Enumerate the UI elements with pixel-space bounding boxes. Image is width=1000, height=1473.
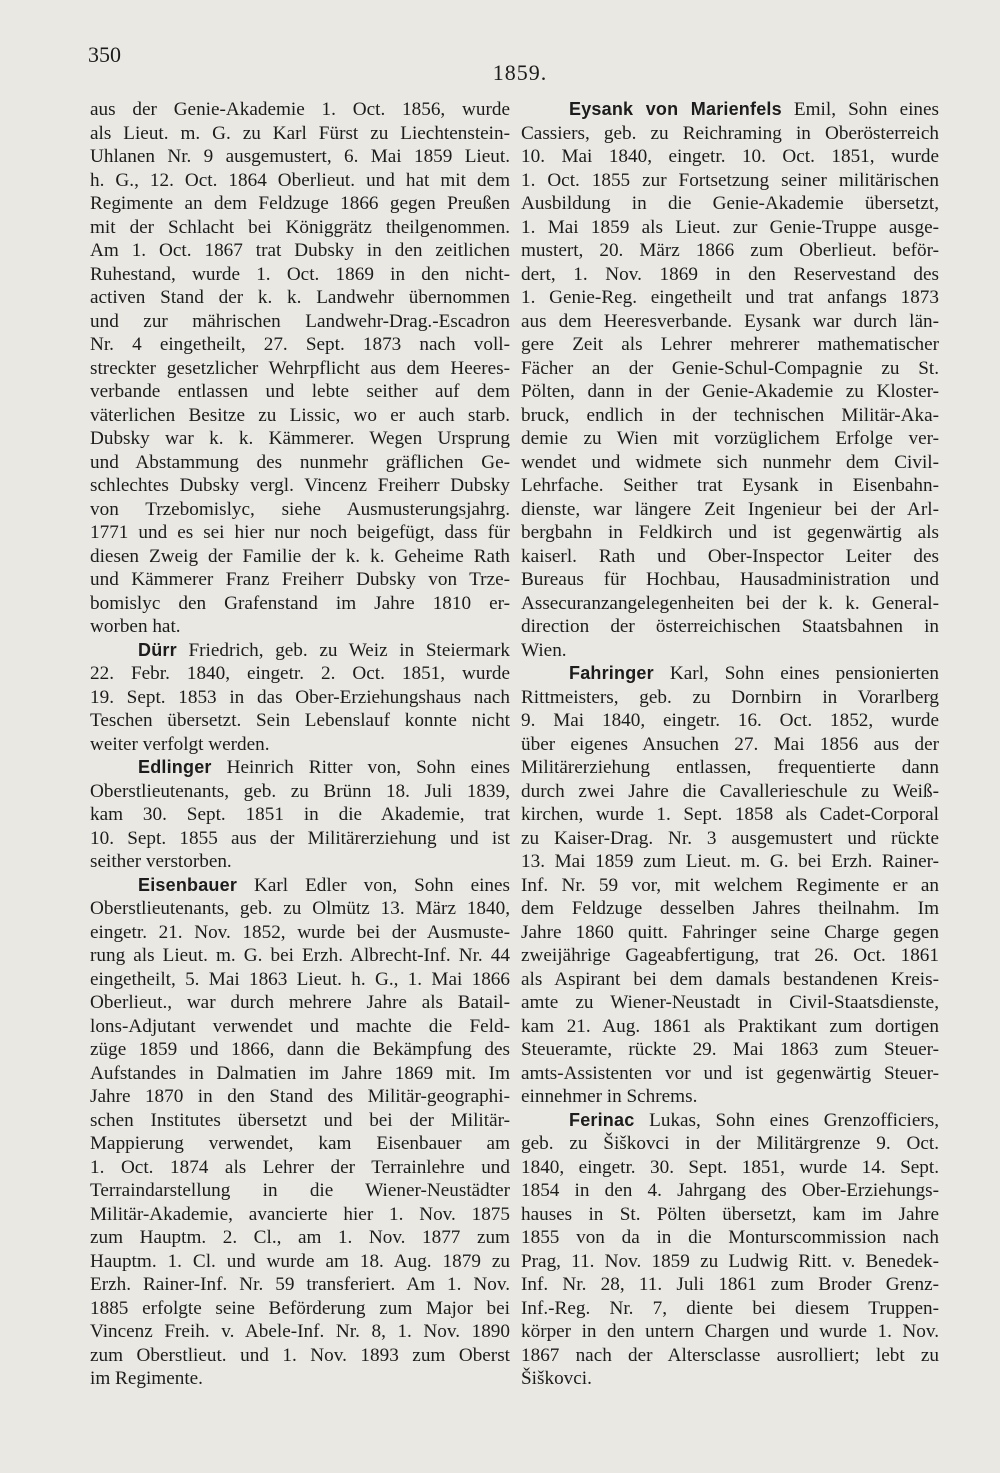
line-text: eingetr. 21. Nov. 1852, wurde bei der Ausmuste- <box>90 921 510 943</box>
text-line <box>90 333 510 357</box>
line-text: von Trzebomislyc, siehe Ausmusterungsjahrg. <box>90 498 510 520</box>
text-line <box>521 474 939 498</box>
text-line <box>521 521 939 545</box>
text-line <box>521 145 939 169</box>
text-line <box>90 521 510 545</box>
text-line <box>521 216 939 240</box>
text-line <box>90 1203 510 1227</box>
line-text: 1855 von da in die Monturscommission nach <box>521 1227 939 1248</box>
text-line <box>521 451 939 475</box>
line-text: gere Zeit als Lehrer mehrerer mathematischer <box>521 334 939 355</box>
text-line <box>521 991 939 1015</box>
text-line <box>521 498 939 522</box>
text-line <box>90 169 510 193</box>
text-line <box>90 968 510 992</box>
line-text: 1771 und es sei hier nur noch beigefügt, dass für <box>90 522 510 543</box>
line-text: 1840, eingetr. 30. Sept. 1851, wurde 14. Sept. <box>521 1156 939 1178</box>
line-text: Inf.-Reg. Nr. 7, diente bei diesem Truppen- <box>521 1297 939 1319</box>
text-line <box>90 850 510 874</box>
text-line <box>90 921 510 945</box>
line-text: als Lieut. m. G. zu Karl Fürst zu Liechtenstein- <box>90 122 510 144</box>
text-line <box>521 1226 939 1250</box>
text-line <box>521 592 939 616</box>
text-line <box>521 1203 939 1227</box>
text-line <box>521 286 939 310</box>
line-text: Wien. <box>521 639 567 661</box>
text-line <box>90 686 510 710</box>
text-line <box>90 498 510 522</box>
text-line <box>521 921 939 945</box>
text-line <box>521 192 939 216</box>
line-text: Lehrfache. Seither trat Eysank in Eisenbahn- <box>521 475 939 496</box>
line-text: seither verstorben. <box>90 851 232 872</box>
line-text: und Kämmerer Franz Freiherr Dubsky von Trze- <box>90 569 510 590</box>
line-text: Regimente an dem Feldzuge 1866 gegen Preußen <box>90 193 510 214</box>
text-line <box>90 1273 510 1297</box>
line-text: Oberstlieutenants, geb. zu Olmütz 13. März 1840, <box>90 898 510 919</box>
line-text: Am 1. Oct. 1867 trat Dubsky in den zeitlichen <box>90 240 510 261</box>
text-line <box>521 310 939 334</box>
text-line <box>90 380 510 404</box>
text-line <box>90 944 510 968</box>
line-text: activen Stand der k. k. Landwehr übernommen <box>90 287 510 308</box>
line-text: Inf. Nr. 28, 11. Juli 1861 zum Broder Grenz- <box>521 1274 939 1295</box>
text-line <box>90 1132 510 1156</box>
line-text: väterlichen Besitze zu Lissic, wo er auch starb. <box>90 404 510 426</box>
text-line <box>90 1085 510 1109</box>
line-text: hauses in St. Pölten übersetzt, kam im Jahre <box>521 1203 939 1225</box>
entry-heading-line <box>90 874 510 898</box>
line-text: Friedrich, geb. zu Weiz in Steiermark <box>176 639 510 661</box>
text-line <box>521 897 939 921</box>
line-text: 1885 erfolgte seine Beförderung zum Major bei <box>90 1297 510 1319</box>
text-line <box>90 1226 510 1250</box>
text-line <box>521 122 939 146</box>
line-text: Oberstlieutenants, geb. zu Brünn 18. Juli 1839, <box>90 780 510 802</box>
text-line <box>90 98 510 122</box>
text-line <box>90 286 510 310</box>
text-line <box>521 709 939 733</box>
line-text: 13. Mai 1859 zum Lieut. m. G. bei Erzh. Rainer- <box>521 851 939 872</box>
line-text: Assecuranzangelegenheiten bei der k. k. General- <box>521 592 939 614</box>
line-text: dienste, war längere Zeit Ingenieur bei der Arl- <box>521 498 939 520</box>
text-line <box>90 803 510 827</box>
entry-name: Ferinac <box>569 1109 635 1130</box>
line-text: verbande entlassen und lebte seither auf dem <box>90 381 510 402</box>
line-text: Militär-Akademie, avancierte hier 1. Nov. 1875 <box>90 1203 510 1225</box>
text-line <box>521 780 939 804</box>
line-text: dert, 1. Nov. 1869 in den Reservestand des <box>521 263 939 285</box>
text-line <box>90 404 510 428</box>
line-text: 1867 nach der Altersclasse ausrolliert; lebt zu <box>521 1344 939 1366</box>
line-text: worben hat. <box>90 616 181 637</box>
line-text: 1. Oct. 1855 zur Fortsetzung seiner militärischen <box>521 169 939 191</box>
text-line <box>90 1179 510 1203</box>
line-text: weiter verfolgt werden. <box>90 733 270 755</box>
line-text: Steueramte, rückte 29. Mai 1863 zum Steuer- <box>521 1039 939 1060</box>
text-line <box>521 827 939 851</box>
line-text: zum Hauptm. 2. Cl., am 1. Nov. 1877 zum <box>90 1227 510 1248</box>
text-line <box>521 545 939 569</box>
line-text: 9. Mai 1840, eingetr. 16. Oct. 1852, wurde <box>521 710 939 731</box>
entry-heading-line <box>521 1109 939 1133</box>
line-text: 10. Mai 1840, eingetr. 10. Oct. 1851, wurde <box>521 146 939 167</box>
text-line <box>521 733 939 757</box>
line-text: zweijährige Gageabfertigung, trat 26. Oct. 1861 <box>521 945 939 966</box>
line-text: aus dem Heeresverbande. Eysank war durch län- <box>521 310 939 332</box>
text-line <box>90 1038 510 1062</box>
line-text: Jahre 1860 quitt. Fahringer seine Charge gegen <box>521 921 939 943</box>
line-text: Dubsky war k. k. Kämmerer. Wegen Ursprung <box>90 428 510 449</box>
text-line <box>90 1367 510 1391</box>
line-text: körper in den untern Chargen und wurde 1. Nov. <box>521 1321 939 1342</box>
text-line <box>521 874 939 898</box>
text-line <box>90 1344 510 1368</box>
line-text: Emil, Sohn eines <box>781 99 939 120</box>
text-line <box>521 169 939 193</box>
text-line <box>521 1015 939 1039</box>
line-text: dem Feldzuge desselben Jahres theilnahm. Im <box>521 898 939 919</box>
line-text: Pölten, dann in der Genie-Akademie zu Kloster- <box>521 381 939 402</box>
text-line <box>521 850 939 874</box>
line-text: bruck, endlich in der technischen Militär-Aka- <box>521 404 939 426</box>
line-text: Karl, Sohn eines pensionierten <box>653 663 939 684</box>
text-line <box>90 709 510 733</box>
line-text: schlechtes Dubsky vergl. Vincenz Freiherr Dubsky <box>90 475 510 496</box>
line-text: direction der österreichischen Staatsbahnen in <box>521 616 939 637</box>
text-line <box>90 545 510 569</box>
text-line <box>90 357 510 381</box>
line-text: streckter gesetzlicher Wehrpflicht aus dem Heeres- <box>90 357 510 379</box>
line-text: 1. Genie-Reg. eingetheilt und trat anfangs 1873 <box>521 287 939 308</box>
line-text: rung als Lieut. m. G. bei Erzh. Albrecht-Inf. Nr. 44 <box>90 945 510 966</box>
entry-name: Fahringer <box>569 663 654 683</box>
text-line <box>90 662 510 686</box>
entry-heading-line <box>521 98 939 122</box>
line-text: Vincenz Freih. v. Abele-Inf. Nr. 8, 1. Nov. 1890 <box>90 1321 510 1342</box>
text-line <box>90 427 510 451</box>
line-text: 1. Mai 1859 als Lieut. zur Genie-Truppe ausge- <box>521 216 939 238</box>
text-line <box>521 404 939 428</box>
line-text: wendet und widmete sich nunmehr dem Civil- <box>521 451 939 473</box>
text-line <box>521 357 939 381</box>
line-text: amts-Assistenten vor und ist gegenwärtig Steuer- <box>521 1062 939 1084</box>
entry-name: Eysank von Marienfels <box>569 99 782 119</box>
text-line <box>90 263 510 287</box>
line-text: bomislyc den Grafenstand im Jahre 1810 er- <box>90 592 510 614</box>
line-text: eingetheilt, 5. Mai 1863 Lieut. h. G., 1. Mai 1866 <box>90 968 510 990</box>
text-line <box>521 1132 939 1156</box>
line-text: als Aspirant bei dem damals bestandenen Kreis- <box>521 968 939 990</box>
text-line <box>90 615 510 639</box>
line-text: züge 1859 und 1866, dann die Bekämpfung des <box>90 1039 510 1060</box>
line-text: aus der Genie-Akademie 1. Oct. 1856, wurde <box>90 99 510 120</box>
line-text: Uhlanen Nr. 9 ausgemustert, 6. Mai 1859 Lieut. <box>90 146 510 167</box>
text-line <box>521 1297 939 1321</box>
line-text: Terraindarstellung in die Wiener-Neustädter <box>90 1180 510 1201</box>
line-text: amte zu Wiener-Neustadt in Civil-Staatsdienste, <box>521 992 939 1013</box>
text-line <box>90 733 510 757</box>
text-line <box>90 451 510 475</box>
text-line <box>521 968 939 992</box>
line-text: bergbahn in Feldkirch und ist gegenwärtig als <box>521 522 939 543</box>
line-text: Teschen übersetzt. Sein Lebenslauf konnte nicht <box>90 710 510 731</box>
text-line <box>521 1156 939 1180</box>
line-text: Cassiers, geb. zu Reichraming in Oberösterreich <box>521 122 939 144</box>
text-line <box>90 1320 510 1344</box>
text-line <box>90 239 510 263</box>
entry-name: Eisenbauer <box>138 874 238 895</box>
text-line <box>90 216 510 240</box>
text-line <box>90 1250 510 1274</box>
text-line <box>90 122 510 146</box>
text-line <box>521 1062 939 1086</box>
line-text: durch zwei Jahre die Cavallerieschule zu Weiß- <box>521 780 939 802</box>
line-text: Ruhestand, wurde 1. Oct. 1869 in den nicht- <box>90 263 510 285</box>
entry-name: Dürr <box>138 639 177 660</box>
line-text: Fächer an der Genie-Schul-Compagnie zu St. <box>521 357 939 379</box>
line-text: Nr. 4 eingetheilt, 27. Sept. 1873 nach voll- <box>90 334 510 355</box>
text-line <box>521 1038 939 1062</box>
line-text: im Regimente. <box>90 1368 203 1389</box>
text-line <box>90 592 510 616</box>
line-text: Šiškovci. <box>521 1368 592 1389</box>
text-line <box>521 756 939 780</box>
text-line <box>521 568 939 592</box>
line-text: demie zu Wien mit vorzüglichem Erfolge ver- <box>521 428 939 449</box>
line-text: h. G., 12. Oct. 1864 Oberlieut. und hat mit dem <box>90 169 510 191</box>
text-line <box>90 192 510 216</box>
text-line <box>90 1156 510 1180</box>
entry-heading-line <box>90 639 510 663</box>
line-text: mustert, 20. März 1866 zum Oberlieut. beför- <box>521 240 939 261</box>
line-text: zu Kaiser-Drag. Nr. 3 ausgemustert und rückte <box>521 827 939 849</box>
text-line <box>521 427 939 451</box>
line-text: Jahre 1870 in den Stand des Militär-geographi- <box>90 1086 510 1107</box>
line-text: Heinrich Ritter von, Sohn eines <box>211 757 510 778</box>
line-text: einnehmer in Schrems. <box>521 1086 698 1107</box>
line-text: kirchen, wurde 1. Sept. 1858 als Cadet-Corporal <box>521 804 939 825</box>
line-text: 1854 in den 4. Jahrgang des Ober-Erziehungs- <box>521 1180 939 1201</box>
text-line <box>521 615 939 639</box>
line-text: Aufstandes in Dalmatien im Jahre 1869 mit. Im <box>90 1062 510 1084</box>
line-text: Militärerziehung entlassen, frequentierte dann <box>521 757 939 778</box>
line-text: Mappierung verwendet, kam Eisenbauer am <box>90 1133 510 1154</box>
line-text: diesen Zweig der Familie der k. k. Geheime Rath <box>90 545 510 567</box>
line-text: geb. zu Šiškovci in der Militärgrenze 9. Oct. <box>521 1133 939 1154</box>
line-text: 1. Oct. 1874 als Lehrer der Terrainlehre und <box>90 1156 510 1178</box>
text-line <box>521 1273 939 1297</box>
text-line <box>90 1015 510 1039</box>
line-text: über eigenes Ansuchen 27. Mai 1856 aus der <box>521 733 939 755</box>
line-text: mit der Schlacht bei Königgrätz theilgenommen. <box>90 216 510 238</box>
line-text: Erzh. Rainer-Inf. Nr. 59 transferiert. Am 1. Nov. <box>90 1274 510 1295</box>
line-text: Inf. Nr. 59 vor, mit welchem Regimente er an <box>521 874 939 896</box>
entry-heading-line <box>521 662 939 686</box>
text-line <box>521 944 939 968</box>
text-line <box>521 639 939 663</box>
line-text: Prag, 11. Nov. 1859 zu Ludwig Ritt. v. Benedek- <box>521 1250 939 1272</box>
text-line <box>90 1297 510 1321</box>
text-line <box>521 803 939 827</box>
line-text: 19. Sept. 1853 in das Ober-Erziehungshaus nach <box>90 686 510 708</box>
text-line <box>521 333 939 357</box>
text-line <box>521 1320 939 1344</box>
line-text: Hauptm. 1. Cl. und wurde am 18. Aug. 1879 zu <box>90 1250 510 1272</box>
text-line <box>521 686 939 710</box>
text-line <box>521 239 939 263</box>
line-text: Bureaus für Hochbau, Hausadministration und <box>521 569 939 590</box>
text-line <box>521 1367 939 1391</box>
line-text: 10. Sept. 1855 aus der Militärerziehung und ist <box>90 827 510 849</box>
line-text: schen Institutes übersetzt und bei der Militär- <box>90 1109 510 1131</box>
line-text: Oberlieut., war durch mehrere Jahre als Batail- <box>90 992 510 1013</box>
text-line <box>90 897 510 921</box>
right-column <box>521 98 939 1391</box>
line-text: lons-Adjutant verwendet und machte die Feld- <box>90 1015 510 1037</box>
line-text: kam 30. Sept. 1851 in die Akademie, trat <box>90 804 510 825</box>
text-line <box>521 1250 939 1274</box>
line-text: zum Oberstlieut. und 1. Nov. 1893 zum Oberst <box>90 1344 510 1366</box>
text-line <box>521 1179 939 1203</box>
line-text: kam 21. Aug. 1861 als Praktikant zum dortigen <box>521 1015 939 1037</box>
line-text: und Abstammung des nunmehr gräflichen Ge- <box>90 451 510 473</box>
entry-heading-line <box>90 756 510 780</box>
entry-name: Edlinger <box>138 757 212 777</box>
line-text: kaiserl. Rath und Ober-Inspector Leiter des <box>521 545 939 567</box>
line-text: 22. Febr. 1840, eingetr. 2. Oct. 1851, wurde <box>90 663 510 684</box>
page-number: 350 <box>88 42 121 67</box>
text-line <box>521 1085 939 1109</box>
text-line <box>90 1062 510 1086</box>
text-line <box>521 380 939 404</box>
line-text: und zur mährischen Landwehr-Drag.-Escadron <box>90 310 510 332</box>
text-line <box>90 145 510 169</box>
left-column <box>90 98 510 1391</box>
text-line <box>90 310 510 334</box>
text-line <box>90 1109 510 1133</box>
line-text: Rittmeisters, geb. zu Dornbirn in Vorarlberg <box>521 686 939 708</box>
text-line <box>90 991 510 1015</box>
text-line <box>521 263 939 287</box>
text-line <box>90 827 510 851</box>
line-text: Karl Edler von, Sohn eines <box>237 874 510 896</box>
text-line <box>90 474 510 498</box>
line-text: Lukas, Sohn eines Grenzofficiers, <box>634 1109 939 1131</box>
line-text: Ausbildung in die Genie-Akademie übersetzt, <box>521 193 939 214</box>
running-head-year: 1859. <box>492 60 548 85</box>
text-line <box>90 568 510 592</box>
text-line <box>90 780 510 804</box>
text-line <box>521 1344 939 1368</box>
